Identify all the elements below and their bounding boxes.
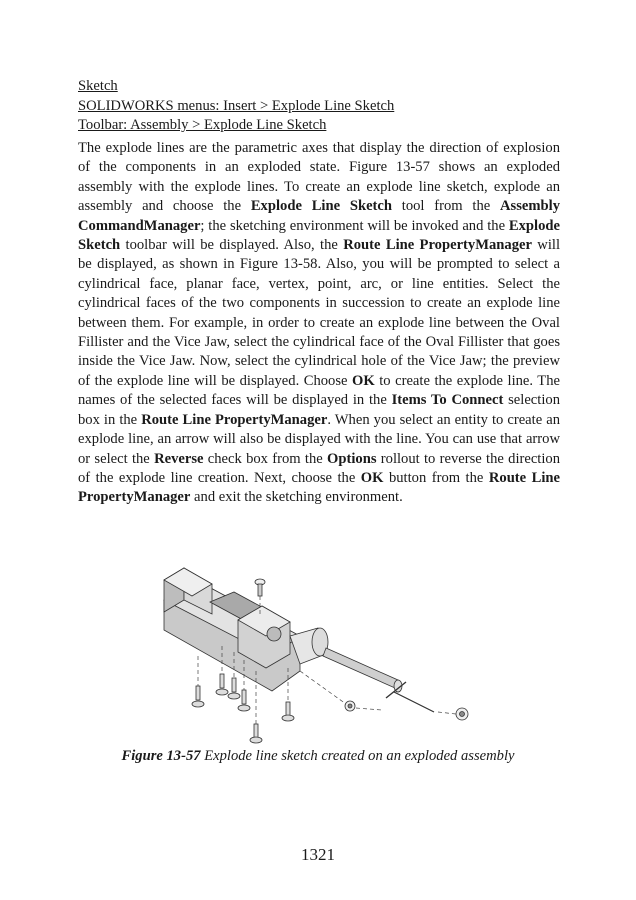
body-paragraph: The explode lines are the parametric axes that display the direction of explosion of the components in an exploded state. Figure 13-57 shows an exploded assembly with the explode lines. To create an explode line sketch, explode an assembly and choose the Explode Line Sketch tool from the Assembly CommandManager; the sketching environment will be invoked and the Explode Sketch toolbar will be displayed. Also, the Route Line PropertyManager will be displayed, as shown in Figure 13-58. Also, you will be prompted to select a cylindrical face, planar face, vertex, point, arc, or line entities. Select the cylindrical faces of the two components in succession to create an explode line between them. For example, in order to create an explode line between the Oval Fillister and the Vice Jaw, select the cylindrical face of the Oval Fillister that goes inside the Vice Jaw. Now, select the cylindrical hole of the Vice Jaw; the preview of the explode line will be displayed. Choose OK to create the explode line. The names of the selected faces will be displayed in the Items To Connect selection box in the Route Line PropertyManager. When you select an entity to create an explode line, an arrow will also be displayed with the line. You can use that arrow or select the Reverse check box from the Options rollout to reverse the direction of the explode line creation. Next, choose the OK button from the Route Line PropertyManager and exit the sketching environment. bbox=[78, 140, 561, 506]
toolbar-path: Toolbar: Assembly > Explode Line Sketch bbox=[78, 117, 327, 133]
menus-path: SOLIDWORKS menus: Insert > Explode Line Sketch bbox=[78, 97, 395, 114]
exploded-assembly-figure bbox=[150, 556, 486, 746]
sketch-link: Sketch bbox=[78, 78, 118, 94]
figure-caption-text: Explode line sketch created on an exploded assembly bbox=[200, 748, 515, 764]
figure-caption bbox=[0, 748, 636, 765]
page-number: 1321 bbox=[301, 845, 335, 864]
menu-path-block bbox=[78, 77, 562, 136]
figure-label: Figure 13-57 bbox=[121, 748, 201, 764]
